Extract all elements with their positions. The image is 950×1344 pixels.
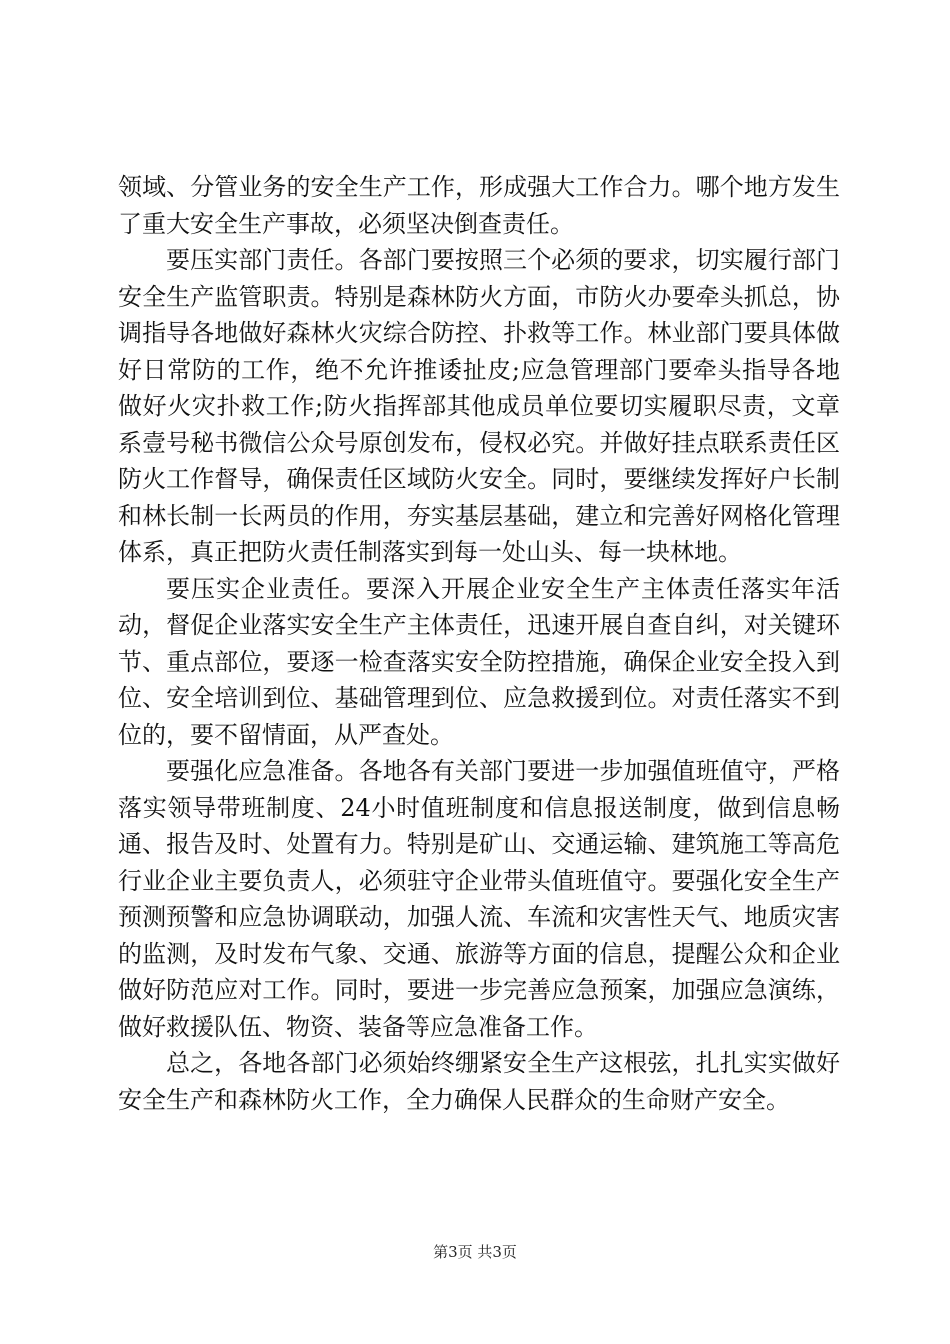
paragraph-2: 要压实部门责任。各部门要按照三个必须的要求，切实履行部门安全生产监管职责。特别是森林防火方面，市防火办要牵头抓总，协调指导各地做好森林火灾综合防控、扑救等工作。林业部门要具体做好日常防的工作，绝不允许推诿扯皮;应急管理部门要牵头指导各地做好火灾扑救工作;防火指挥部其他成员单位要切实履职尽责，文章系壹号秘书微信公众号原创发布，侵权必究。并做好挂点联系责任区防火工作督导，确保责任区域防火安全。同时，要继续发挥好户长制和林长制一长两员的作用，夯实基层基础，建立和完善好网格化管理体系，真正把防火责任制落实到每一处山头、每一块林地。 [118, 246, 840, 566]
paragraph-1: 领域、分管业务的安全生产工作，形成强大工作合力。哪个地方发生了重大安全生产事故，必须坚决倒查责任。 [118, 173, 840, 238]
page-footer [0, 1241, 950, 1262]
paragraph-5: 总之，各地各部门必须始终绷紧安全生产这根弦，扎扎实实做好安全生产和森林防火工作，全力确保人民群众的生命财产安全。 [118, 1049, 840, 1114]
paragraph-4: 要强化应急准备。各地各有关部门要进一步加强值班值守，严格落实领导带班制度、24小时值班制度和信息报送制度，做到信息畅通、报告及时、处置有力。特别是矿山、交通运输、建筑施工等高危行业企业主要负责人，必须驻守企业带头值班值守。要强化安全生产预测预警和应急协调联动，加强人流、车流和灾害性天气、地质灾害的监测，及时发布气象、交通、旅游等方面的信息，提醒公众和企业做好防范应对工作。同时，要进一步完善应急预案，加强应急演练，做好救援队伍、物资、装备等应急准备工作。 [118, 757, 840, 1041]
page-number-label: 第3页 共3页 [433, 1243, 517, 1261]
paragraph-3: 要压实企业责任。要深入开展企业安全生产主体责任落实年活动，督促企业落实安全生产主体责任，迅速开展自查自纠，对关键环节、重点部位，要逐一检查落实安全防控措施，确保企业安全投入到位、安全培训到位、基础管理到位、应急救援到位。对责任落实不到位的，要不留情面，从严查处。 [118, 574, 840, 749]
document-body [118, 169, 840, 1118]
